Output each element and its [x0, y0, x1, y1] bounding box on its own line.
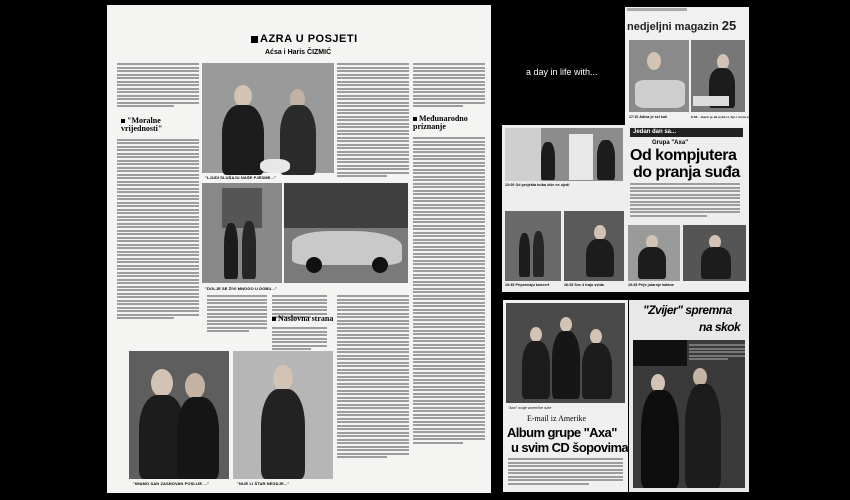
main-newspaper-page — [107, 5, 491, 493]
magazine-text — [630, 183, 740, 218]
photo-couple-street — [202, 183, 282, 283]
album-news-clipping — [503, 300, 628, 492]
photo-couple-cafe — [202, 63, 334, 173]
magazine-headline-2: do pranja suđa — [633, 164, 740, 181]
byline: Aćsa i Haris ČIZMIĆ — [265, 49, 332, 56]
caption-photo-2: "DOLJE SE ŽIVI MNOGO U DOBU..." — [205, 286, 278, 291]
photo-kitchen — [505, 128, 623, 181]
photo-couple-portrait — [129, 351, 229, 479]
email-heading: E-mail iz Amerike — [527, 414, 587, 423]
subheading-naslovna: Naslovna strana — [272, 315, 333, 323]
photo-man-keyboard — [691, 40, 745, 112]
text-column-center — [337, 63, 409, 179]
band-caption: "Axa" ovaje američke ruke — [508, 406, 552, 410]
zvijer-clipping — [629, 300, 749, 492]
title-square-icon — [251, 36, 258, 43]
mag-caption-b: 8:36 ...Harić je ali uzba U, hjo i mora za uglavnom spisi — [691, 115, 775, 119]
text-column-center-2 — [337, 295, 409, 460]
zvijer-headline-1: "Zvijer" spremna — [643, 303, 732, 317]
zvijer-text — [689, 344, 745, 362]
page-title — [251, 33, 358, 45]
magazine-title: nedjeljni magazin 25 — [627, 18, 737, 33]
album-headline-2: u svim CD šopovima — [511, 440, 629, 455]
group-label: Grupa "Axa" — [652, 140, 689, 146]
mag-caption-a: 17:10 Adisa je svi kuli — [629, 115, 668, 119]
page-number: 25 — [721, 18, 737, 33]
caption-photo-1: "LJUDI SLUŠAJU NAŠE PJESME..." — [205, 175, 277, 180]
album-text — [508, 458, 623, 486]
mag-caption-d: 16:25 Sve 4 traju svida — [564, 283, 604, 287]
caption-photo-4: "NIJE LI ŠTAR NEGDJE..." — [237, 481, 290, 486]
photo-car — [284, 183, 408, 283]
text-column-3b — [272, 327, 327, 352]
text-column-2 — [207, 295, 267, 334]
photo-woman-portrait — [233, 351, 333, 479]
caption-photo-3: "IMAMO SAN ZASNOVAN POSLIJE ..." — [133, 481, 210, 486]
subheading-square-icon — [272, 317, 276, 321]
mag-caption-f: 19:45 Prije jutarnje kafane — [628, 283, 674, 287]
subheading-medjunarodno: Međunarodno priznanje — [413, 114, 468, 132]
photo-couch — [628, 225, 680, 281]
zvijer-headline-2: na skok — [699, 320, 741, 334]
magazine-spread-clipping — [502, 125, 749, 292]
photo-zvijer-band — [633, 340, 745, 488]
photo-band — [506, 303, 625, 403]
tagline: a day in life with... — [526, 67, 598, 77]
photo-guitar — [683, 225, 746, 281]
jedan-dan-band: Jedan dan sa... — [630, 128, 743, 137]
photo-studio — [564, 211, 624, 281]
mag-caption-c: 13:00 Od projekta tuiba više ne ujedi — [505, 183, 570, 187]
magazine-header-clipping — [625, 7, 775, 125]
page-title-text: AZRA U POSJETI — [260, 33, 358, 45]
subheading-square-icon — [121, 119, 125, 123]
subheading-moralne: "Moralne vrijednosti" — [121, 116, 163, 134]
subheading-square-icon — [413, 117, 417, 121]
mag-caption-e: 19:35 Pripremaju koncert — [505, 283, 550, 287]
magazine-headline-1: Od kompjutera — [630, 147, 737, 164]
text-column-right — [413, 63, 485, 109]
album-headline-1: Album grupe "Axa" — [507, 425, 617, 440]
photo-street-walk — [505, 211, 561, 281]
photo-woman-bed — [629, 40, 689, 112]
text-column-right-2 — [413, 137, 485, 445]
